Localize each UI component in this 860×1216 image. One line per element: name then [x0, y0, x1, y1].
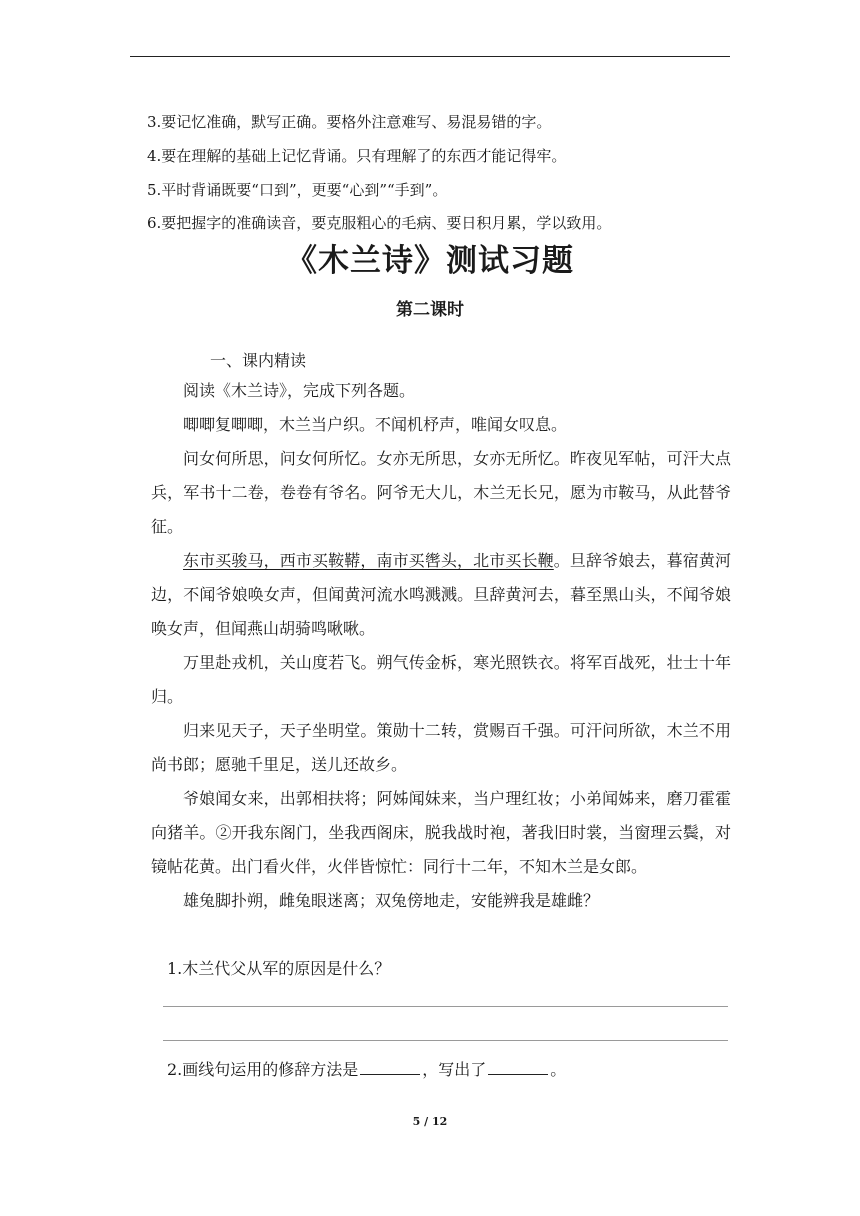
document-title: 《木兰诗》测试习题	[286, 243, 574, 279]
poem-paragraph-3	[151, 544, 731, 646]
poem-paragraph-7: 雄兔脚扑朔，雌兔眼迷离；双兔傍地走，安能辨我是雄雌？	[183, 891, 600, 910]
poem-paragraph-5: 归来见天子，天子坐明堂。策勋十二转，赏赐百千强。可汗问所欲，木兰不用尚书郎；愿驰千里足，送儿还故乡。	[151, 721, 731, 774]
instruction: 阅读《木兰诗》，完成下列各题。	[183, 381, 416, 400]
underlined-sentence: 东市买骏马，西市买鞍鞯，南市买辔头，北市买长鞭	[183, 551, 554, 570]
poem-paragraph-1: 唧唧复唧唧，木兰当户织。不闻机杼声，唯闻女叹息。	[183, 415, 568, 434]
poem-paragraph-6: 爷娘闻女来，出郭相扶将；阿姊闻妹来，当户理红妆；小弟闻姊来，磨刀霍霍向猪羊。②开我东阁门，坐我西阁床，脱我战时袍，著我旧时裳，当窗理云鬓，对镜帖花黄。出门看火伴，火伴皆惊忙：同行十二年，不知木兰是女郎。	[151, 789, 731, 876]
answer-line-1[interactable]	[163, 1006, 728, 1007]
question-2	[167, 1055, 566, 1085]
page-number: 5 / 12	[412, 1115, 448, 1128]
note-4: 4.要在理解的基础上记忆背诵。只有理解了的东西才能记得牢。	[147, 147, 567, 165]
question-1: 1.木兰代父从军的原因是什么？	[167, 959, 391, 978]
answer-line-2[interactable]	[163, 1040, 728, 1041]
reading-passage	[151, 374, 731, 918]
answer-blank-1[interactable]	[360, 1056, 420, 1075]
note-3: 3.要记忆准确，默写正确。要格外注意难写、易混易错的字。	[147, 113, 552, 131]
poem-paragraph-3-rest: 。旦辞爷娘去，暮宿黄河边，不闻爷娘唤女声，但闻黄河流水鸣溅溅。旦辞黄河去，暮至黑山头，不闻爷娘唤女声，但闻燕山胡骑鸣啾啾。	[151, 551, 731, 638]
poem-paragraph-2: 问女何所思，问女何所忆。女亦无所思，女亦无所忆。昨夜见军帖，可汗大点兵，军书十二卷，卷卷有爷名。阿爷无大儿，木兰无长兄，愿为市鞍马，从此替爷征。	[151, 449, 731, 536]
note-6: 6.要把握字的准确读音，要克服粗心的毛病、要日积月累，学以致用。	[147, 214, 612, 232]
poem-paragraph-4: 万里赴戎机，关山度若飞。朔气传金柝，寒光照铁衣。将军百战死，壮士十年归。	[151, 653, 731, 706]
section-heading: 一、课内精读	[210, 351, 307, 370]
question-2-part-3: 。	[550, 1060, 567, 1079]
answer-blank-2[interactable]	[488, 1056, 548, 1075]
note-5: 5.平时背诵既要“口到”，更要“心到”“手到”。	[147, 181, 448, 199]
document-subtitle: 第二课时	[396, 300, 464, 320]
header-rule	[130, 56, 730, 57]
question-2-part-1: 2.画线句运用的修辞方法是	[167, 1060, 359, 1079]
question-2-part-2: ，写出了	[422, 1060, 487, 1079]
